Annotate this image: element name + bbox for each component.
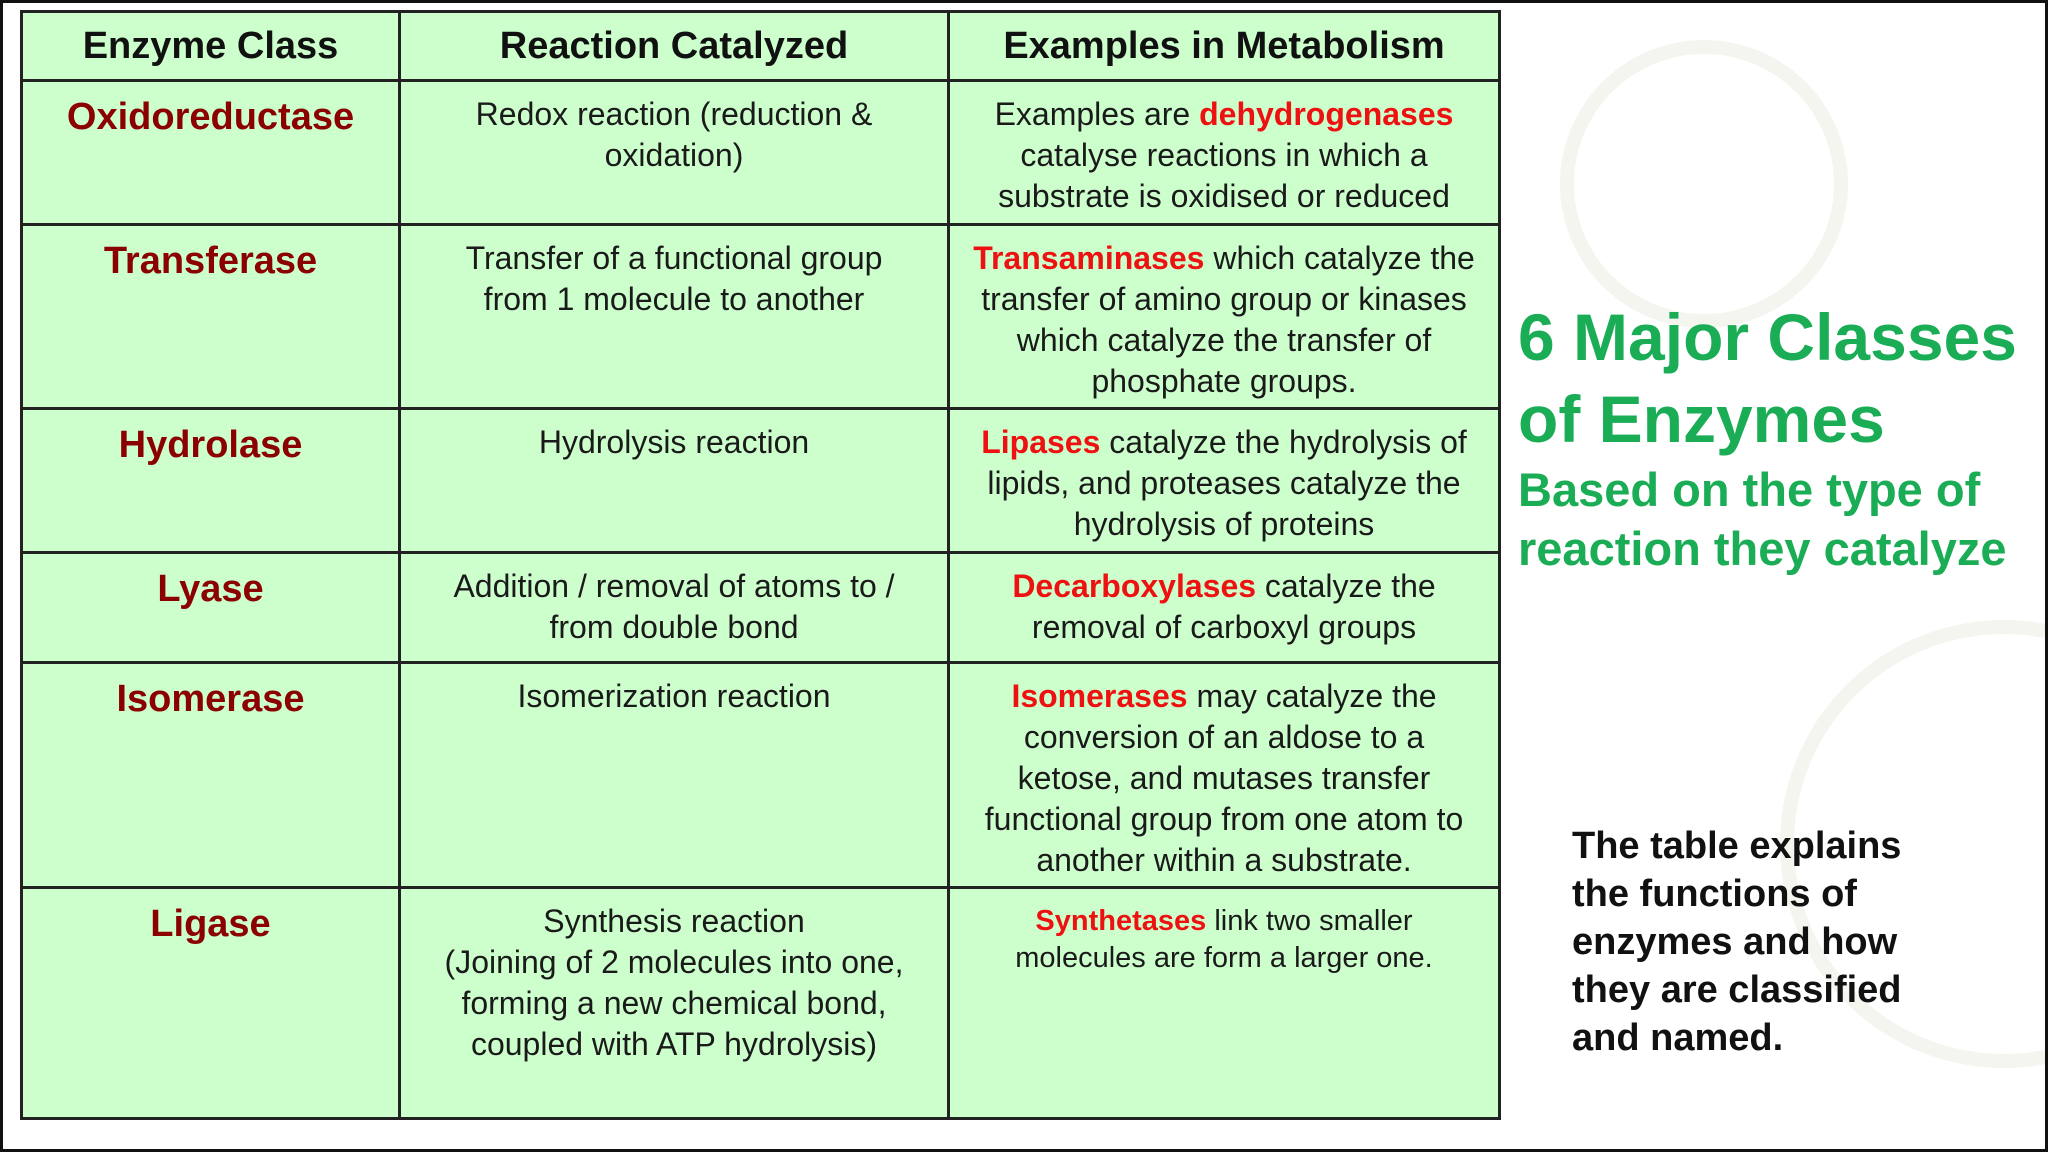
example-highlight: dehydrogenases (1199, 96, 1454, 132)
example-highlight: Decarboxylases (1012, 568, 1257, 604)
example-suffix: may catalyze the conversion of an aldose to a ketose, and mutases transfer functional group from one atom to another within a substrate. (984, 678, 1464, 878)
slide-subtitle-line: reaction they catalyze (1518, 522, 2007, 575)
note-line: the functions of (1572, 873, 1857, 915)
reaction-text: Isomerization reaction (517, 678, 831, 714)
example-highlight: Isomerases (1011, 678, 1188, 714)
class-name: Isomerase (116, 678, 305, 720)
reaction-text: Redox reaction (reduction & oxidation) (475, 96, 873, 173)
reaction-text: Transfer of a functional group from 1 molecule to another (465, 240, 883, 317)
reaction-text: Hydrolysis reaction (538, 424, 810, 460)
class-name: Ligase (150, 903, 271, 945)
note-line: and named. (1572, 1017, 1784, 1059)
example-highlight: Lipases (981, 424, 1101, 460)
example-suffix: catalyse reactions in which a substrate is oxidised or reduced (998, 137, 1450, 214)
note-line: they are classified (1572, 969, 1902, 1011)
note-line: enzymes and how (1572, 921, 1898, 963)
slide-title-line: 6 Major Classes (1518, 300, 2017, 374)
example-highlight: Transaminases (973, 240, 1205, 276)
reaction-line: coupled with ATP hydrolysis) (470, 1026, 878, 1062)
reaction-line: forming a new chemical bond, (461, 985, 887, 1021)
class-name: Transferase (103, 240, 318, 282)
class-name: Hydrolase (118, 424, 303, 466)
example-suffix: link two smaller molecules are form a larger one. (1015, 905, 1433, 974)
class-name: Oxidoreductase (66, 96, 355, 138)
example-suffix: catalyze the removal of carboxyl groups (1031, 568, 1436, 645)
header-reaction-catalyzed: Reaction Catalyzed (400, 12, 949, 81)
example-prefix: Examples are (994, 96, 1200, 132)
header-examples: Examples in Metabolism (949, 12, 1500, 81)
note-line: The table explains (1572, 825, 1902, 867)
reaction-line: Synthesis reaction (543, 903, 805, 939)
header-enzyme-class: Enzyme Class (22, 12, 400, 81)
class-name: Lyase (157, 568, 264, 610)
slide-subtitle-line: Based on the type of (1518, 463, 1981, 516)
example-highlight: Synthetases (1035, 905, 1207, 937)
example-suffix: catalyze the hydrolysis of lipids, and proteases catalyze the hydrolysis of proteins (987, 424, 1467, 542)
reaction-text: Addition / removal of atoms to / from double bond (453, 568, 895, 645)
reaction-line: (Joining of 2 molecules into one, (444, 944, 904, 980)
example-suffix: which catalyze the transfer of amino group or kinases which catalyze the transfer of phosphate groups. (981, 240, 1475, 399)
slide-title-line: of Enzymes (1518, 382, 1885, 456)
